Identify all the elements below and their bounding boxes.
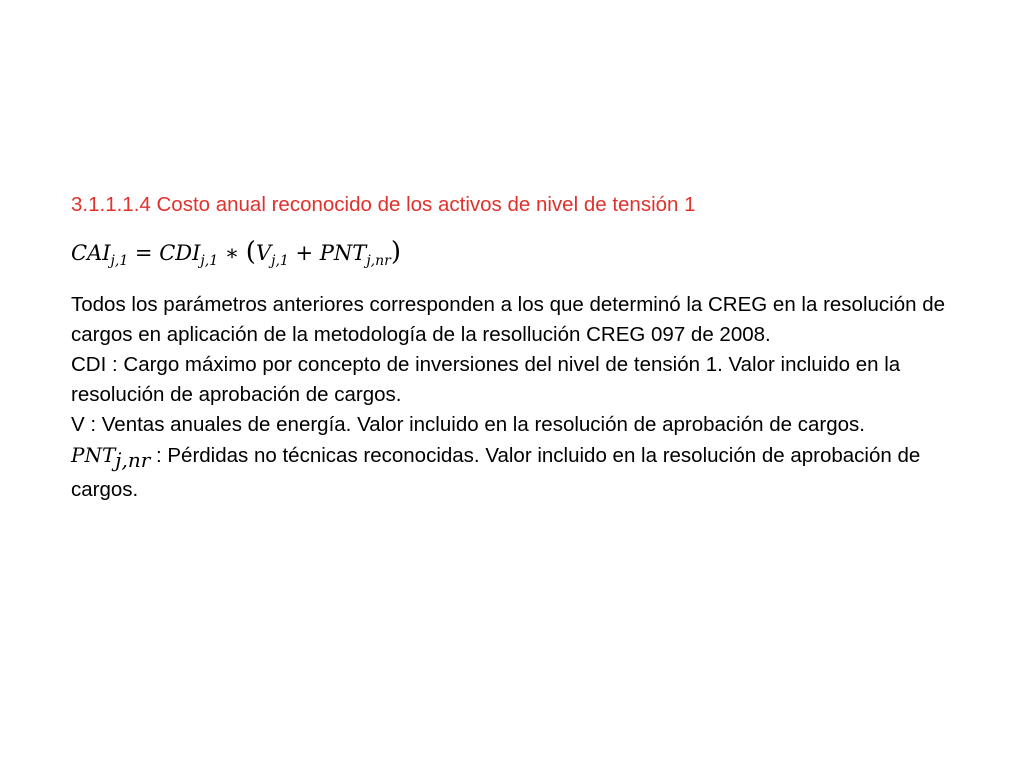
formula-pnt: PNT xyxy=(319,241,367,265)
cai-formula xyxy=(71,237,971,268)
formula-cai-subscript: j,1 xyxy=(110,253,129,270)
formula-v: V xyxy=(255,241,272,265)
pnt-symbol: PNT xyxy=(71,443,116,467)
cdi-definition: CDI : Cargo máximo por concepto de inversiones del nivel de tensión 1. Valor incluido en la resolución de aprobación de cargos. xyxy=(71,353,901,406)
intro-paragraph: Todos los parámetros anteriores corresponden a los que determinó la CREG en la resolución de cargos en aplicación de la metodología de la resollución CREG 097 de 2008. xyxy=(71,293,946,346)
formula-v-subscript: j,1 xyxy=(271,253,289,270)
formula-cdi: CDI xyxy=(159,241,201,265)
formula-left-paren: ( xyxy=(245,237,256,267)
formula-cdi-subscript: j,1 xyxy=(200,253,219,270)
v-definition: V : Ventas anuales de energía. Valor incluido en la resolución de aprobación de cargos. xyxy=(71,413,865,436)
formula-plus: + xyxy=(295,241,314,265)
formula-equals: = xyxy=(134,241,153,265)
pnt-definition-text: : Pérdidas no técnicas reconocidas. Valor incluido en la resolución de aprobación de cargos. xyxy=(71,444,921,502)
slide-content xyxy=(71,190,971,505)
pnt-symbol-subscript: j,nr xyxy=(115,448,151,473)
formula-pnt-subscript: j,nr xyxy=(366,253,391,270)
pnt-definition xyxy=(71,440,971,505)
formula-right-paren: ) xyxy=(390,237,401,267)
formula-cai: CAI xyxy=(71,241,111,265)
formula-times: ∗ xyxy=(224,241,240,265)
section-heading: 3.1.1.1.4 Costo anual reconocido de los activos de nivel de tensión 1 xyxy=(71,193,696,216)
